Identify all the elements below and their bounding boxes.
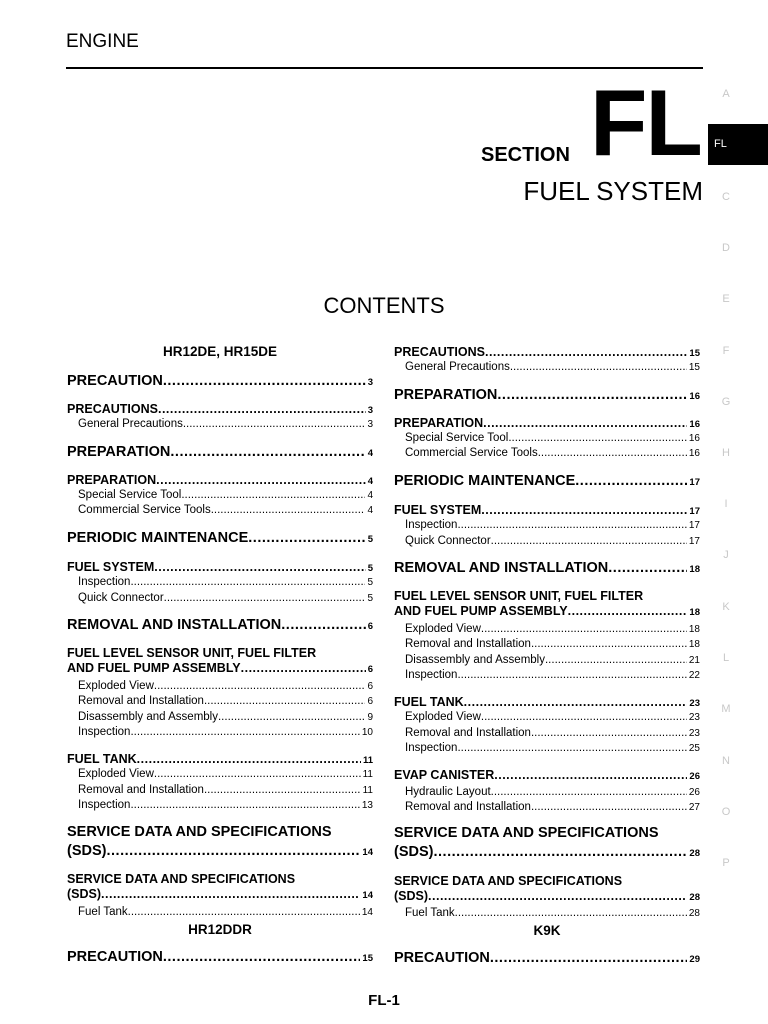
toc-entry-precaution[interactable]: PRECAUTION ..... 15 — [67, 949, 373, 965]
toc-entry-exploded-view[interactable]: Exploded View ..... 6 — [67, 680, 373, 692]
toc-entry-general-precautions[interactable]: General Precautions ..... 15 — [394, 361, 700, 373]
index-tab-f[interactable]: F — [722, 345, 730, 357]
engine-model-label: HR12DDR — [188, 922, 252, 937]
toc-entry-quick-connector[interactable]: Quick Connector ..... 5 — [67, 592, 373, 604]
header-rule — [66, 67, 703, 69]
toc-entry-sds-sub[interactable]: SERVICE DATA AND SPECIFICATIONS (SDS) ..... 14 — [67, 872, 373, 901]
toc-entry-fuel-tank-sds[interactable]: Fuel Tank ..... 28 — [394, 907, 700, 919]
toc-entry-precaution[interactable]: PRECAUTION ..... 3 — [67, 373, 373, 389]
toc-entry-removal-installation[interactable]: REMOVAL AND INSTALLATION ..... 6 — [67, 617, 373, 633]
contents-heading: CONTENTS — [323, 293, 445, 318]
index-tab-g[interactable]: G — [721, 396, 731, 408]
toc-entry-special-service-tool[interactable]: Special Service Tool ..... 16 — [394, 432, 700, 444]
toc-entry-sds[interactable]: SERVICE DATA AND SPECIFICATIONS (SDS) ..... 28 — [394, 825, 700, 860]
toc-entry-commercial-service-tools[interactable]: Commercial Service Tools ..... 16 — [394, 447, 700, 459]
toc-entry-inspection[interactable]: Inspection ..... 25 — [394, 742, 700, 754]
page-number: FL-1 — [368, 992, 400, 1009]
index-tab-fl-active[interactable] — [708, 124, 768, 165]
index-tab-k[interactable]: K — [722, 601, 730, 613]
toc-entry-preparation-sub[interactable]: PREPARATION ..... 16 — [394, 416, 700, 430]
section-group-header: ENGINE — [66, 31, 139, 52]
toc-entry-periodic-maintenance[interactable]: PERIODIC MAINTENANCE ..... 17 — [394, 473, 700, 489]
toc-entry-preparation[interactable]: PREPARATION ..... 4 — [67, 444, 373, 460]
toc-entry-inspection[interactable]: Inspection ..... 5 — [67, 576, 373, 588]
toc-entry-inspection[interactable]: Inspection ..... 10 — [67, 726, 373, 738]
index-tab-l[interactable]: L — [722, 652, 730, 664]
toc-entry-precaution[interactable]: PRECAUTION ..... 29 — [394, 950, 700, 966]
toc-entry-preparation[interactable]: PREPARATION ..... 16 — [394, 387, 700, 403]
toc-entry-removal-and-installation[interactable]: Removal and Installation ..... 18 — [394, 638, 700, 650]
toc-entry-fuel-level-sensor[interactable]: FUEL LEVEL SENSOR UNIT, FUEL FILTER AND FUEL PUMP ASSEMBLY ..... 18 — [394, 589, 700, 618]
toc-entry-hydraulic-layout[interactable]: Hydraulic Layout ..... 26 — [394, 786, 700, 798]
toc-entry-special-service-tool[interactable]: Special Service Tool ..... 4 — [67, 489, 373, 501]
index-tab-a[interactable]: A — [722, 88, 730, 100]
toc-entry-exploded-view[interactable]: Exploded View ..... 18 — [394, 623, 700, 635]
index-tab-c[interactable]: C — [722, 191, 730, 203]
toc-entry-fuel-level-sensor[interactable]: FUEL LEVEL SENSOR UNIT, FUEL FILTER AND FUEL PUMP ASSEMBLY ..... 6 — [67, 646, 373, 675]
toc-entry-exploded-view[interactable]: Exploded View ..... 11 — [67, 768, 373, 780]
toc-entry-preparation-sub[interactable]: PREPARATION ..... 4 — [67, 473, 373, 487]
index-tab-i[interactable]: I — [724, 498, 728, 510]
index-tab-h[interactable]: H — [722, 447, 730, 459]
toc-entry-removal-and-installation[interactable]: Removal and Installation ..... 23 — [394, 727, 700, 739]
index-tab-m[interactable]: M — [721, 703, 731, 715]
index-tab-e[interactable]: E — [722, 293, 730, 305]
toc-entry-periodic-maintenance[interactable]: PERIODIC MAINTENANCE ..... 5 — [67, 530, 373, 546]
toc-entry-sds[interactable]: SERVICE DATA AND SPECIFICATIONS (SDS) ..... 14 — [67, 824, 373, 859]
index-tab-p[interactable]: P — [722, 857, 730, 869]
toc-entry-fuel-system[interactable]: FUEL SYSTEM ..... 17 — [394, 503, 700, 517]
toc-entry-commercial-service-tools[interactable]: Commercial Service Tools ..... 4 — [67, 504, 373, 516]
toc-entry-disassembly[interactable]: Disassembly and Assembly ..... 9 — [67, 711, 373, 723]
toc-entry-fuel-system[interactable]: FUEL SYSTEM ..... 5 — [67, 560, 373, 574]
toc-entry-fuel-tank[interactable]: FUEL TANK ..... 23 — [394, 695, 700, 709]
index-tab-j[interactable]: J — [723, 549, 729, 561]
toc-entry-quick-connector[interactable]: Quick Connector ..... 17 — [394, 535, 700, 547]
toc-entry-fuel-tank-sds[interactable]: Fuel Tank ..... 14 — [67, 906, 373, 918]
section-label: SECTION — [481, 144, 570, 166]
engine-model-label: K9K — [533, 923, 561, 938]
index-tab-o[interactable]: O — [721, 806, 731, 818]
index-tab-label: FL — [714, 138, 727, 150]
toc-entry-removal-installation[interactable]: REMOVAL AND INSTALLATION ..... 18 — [394, 560, 700, 576]
index-tab-d[interactable]: D — [722, 242, 730, 254]
toc-entry-inspection[interactable]: Inspection ..... 13 — [67, 799, 373, 811]
toc-entry-fuel-tank[interactable]: FUEL TANK ..... 11 — [67, 752, 373, 766]
index-tab-n[interactable]: N — [722, 755, 730, 767]
toc-entry-disassembly[interactable]: Disassembly and Assembly ..... 21 — [394, 654, 700, 666]
engine-model-label: HR12DE, HR15DE — [162, 344, 278, 359]
toc-entry-inspection[interactable]: Inspection ..... 22 — [394, 669, 700, 681]
toc-entry-exploded-view[interactable]: Exploded View ..... 23 — [394, 711, 700, 723]
toc-entry-general-precautions[interactable]: General Precautions ..... 3 — [67, 418, 373, 430]
section-code: FL — [590, 70, 701, 175]
toc-entry-removal-and-installation[interactable]: Removal and Installation ..... 11 — [67, 784, 373, 796]
toc-entry-precautions[interactable]: PRECAUTIONS ..... 15 — [394, 345, 700, 359]
toc-entry-removal-and-installation[interactable]: Removal and Installation ..... 6 — [67, 695, 373, 707]
toc-entry-precautions[interactable]: PRECAUTIONS ..... 3 — [67, 402, 373, 416]
toc-entry-sds-sub[interactable]: SERVICE DATA AND SPECIFICATIONS (SDS) ..... 28 — [394, 874, 700, 903]
toc-entry-removal-and-installation[interactable]: Removal and Installation ..... 27 — [394, 801, 700, 813]
toc-entry-inspection[interactable]: Inspection ..... 17 — [394, 519, 700, 531]
section-title: FUEL SYSTEM — [523, 176, 703, 206]
toc-entry-evap-canister[interactable]: EVAP CANISTER ..... 26 — [394, 768, 700, 782]
